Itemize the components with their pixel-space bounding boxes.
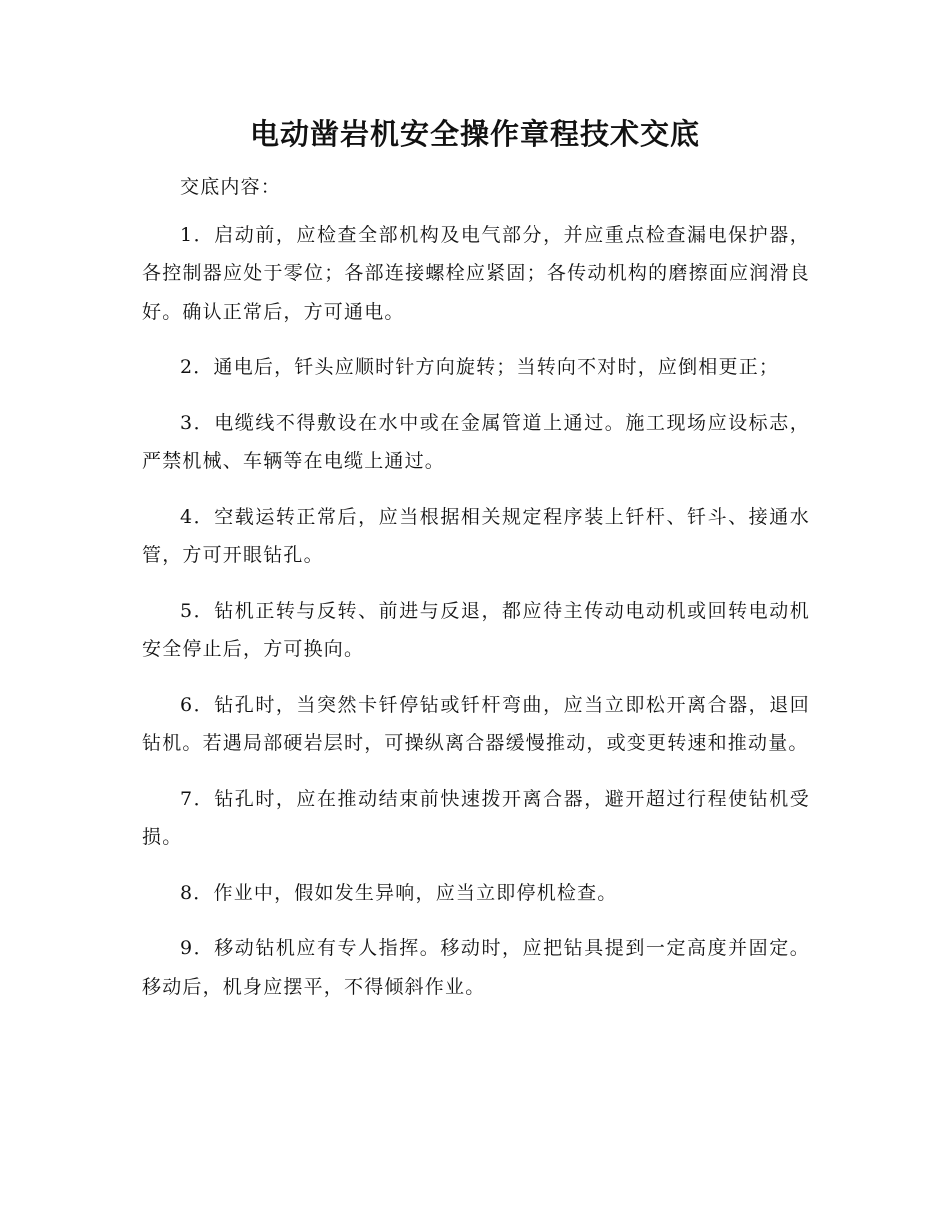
- intro-label: 交底内容：: [180, 176, 282, 198]
- document-body: [142, 168, 810, 1023]
- item-7: 7．钻孔时，应在推动结束前快速拨开离合器，避开超过行程使钻机受损。: [142, 787, 810, 848]
- item-8: 8．作业中，假如发生异响，应当立即停机检查。: [180, 881, 618, 904]
- item-1: 1．启动前，应检查全部机构及电气部分，并应重点检查漏电保护器，各控制器应处于零位；各部连接螺栓应紧固；各传动机构的磨擦面应润滑良好。确认正常后，方可通电。: [142, 223, 810, 323]
- item-6: 6．钻孔时，当突然卡钎停钻或钎杆弯曲，应当立即松开离合器，退回钻机。若遇局部硬岩层时，可操纵离合器缓慢推动，或变更转速和推动量。: [142, 693, 810, 754]
- item-5: 5．钻机正转与反转、前进与反退，都应待主传动电动机或回转电动机安全停止后，方可换向。: [142, 599, 810, 660]
- document-title: 电动凿岩机安全操作章程技术交底: [249, 117, 700, 151]
- item-3: 3．电缆线不得敷设在水中或在金属管道上通过。施工现场应设标志，严禁机械、车辆等在电缆上通过。: [142, 411, 810, 472]
- item-9: 9．移动钻机应有专人指挥。移动时，应把钻具提到一定高度并固定。移动后，机身应摆平，不得倾斜作业。: [142, 937, 810, 998]
- item-2: 2．通电后，钎头应顺时针方向旋转；当转向不对时，应倒相更正；: [180, 356, 780, 378]
- item-4: 4．空载运转正常后，应当根据相关规定程序装上钎杆、钎斗、接通水管，方可开眼钻孔。: [142, 505, 810, 566]
